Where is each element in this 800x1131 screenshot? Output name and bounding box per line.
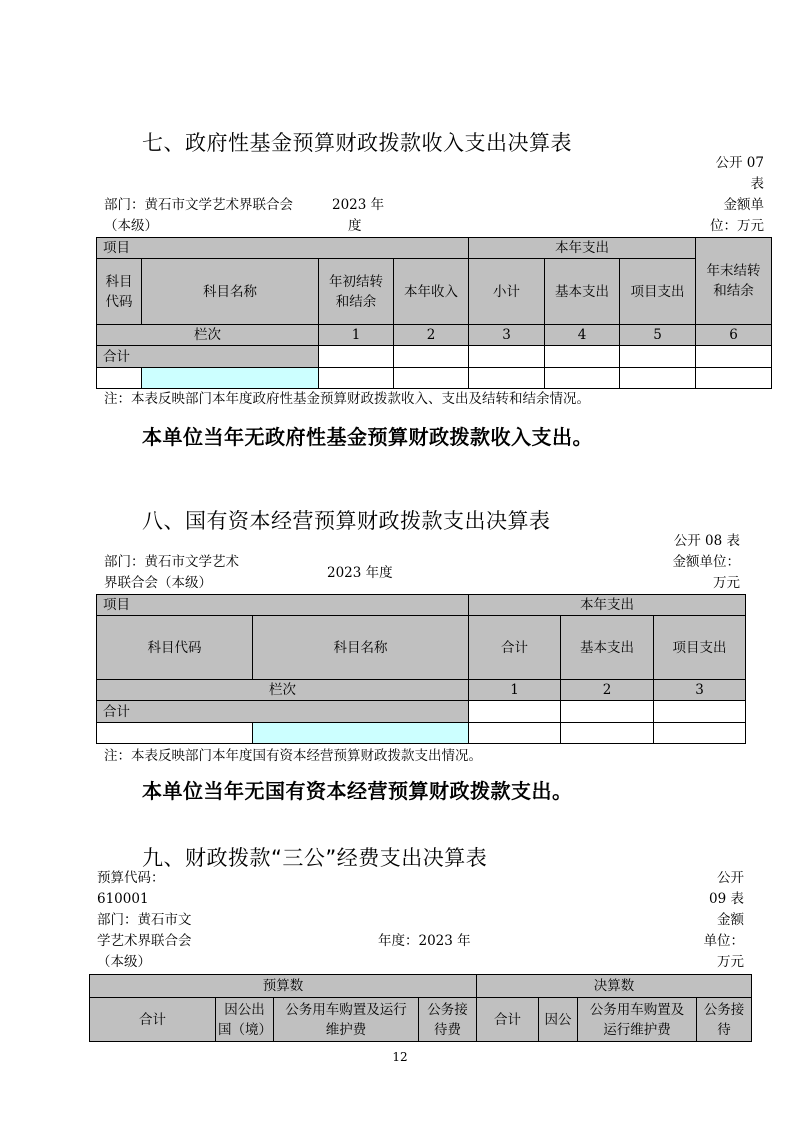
section7-column-number: 1 <box>319 325 394 346</box>
section7-code-line2: 表 <box>750 176 764 192</box>
table-cell <box>469 723 561 744</box>
section7-column-number: 2 <box>394 325 469 346</box>
section7-column-number: 4 <box>545 325 620 346</box>
section7-code <box>660 153 764 195</box>
section8-total-label: 合计 <box>97 701 469 723</box>
section9-title: 九、财政拨款“三公”经费支出决算表 <box>142 846 488 870</box>
table-cell <box>620 346 696 368</box>
section9-unit-line2: 单位： <box>703 933 744 949</box>
section9-budget-code: 610001 <box>97 891 149 907</box>
section7-header-opening-balance: 年初结转和结余 <box>319 259 394 325</box>
section9-code-line2: 09 表 <box>709 891 744 907</box>
section8-header-item: 项目 <box>97 595 469 616</box>
table-cell <box>561 723 654 744</box>
section9-header-budget-vehicle: 公务用车购置及运行维护费 <box>274 998 419 1042</box>
section9-unit-line1: 金额 <box>717 912 744 928</box>
section8-dept <box>104 552 239 594</box>
section8-table <box>96 594 746 744</box>
section8-year: 2023 年度 <box>327 565 393 581</box>
table-cell <box>469 701 561 723</box>
section7-unit <box>660 195 764 237</box>
section8-unit-line2: 万元 <box>713 575 740 591</box>
section9-header-final-reception: 公务接待 <box>697 998 752 1042</box>
section8-dept-line2: 界联合会（本级） <box>104 575 212 591</box>
section9-budget-code-label: 预算代码： <box>97 870 165 886</box>
table-cell <box>545 368 620 389</box>
section9-dept-line1: 部门：黄石市文 <box>97 912 192 928</box>
section9-header-budget-reception: 公务接待费 <box>419 998 477 1042</box>
table-cell <box>253 723 469 744</box>
section9-header-final-vehicle: 公务用车购置及运行维护费 <box>578 998 697 1042</box>
section9-left-block <box>97 868 192 973</box>
section7-header-subject-name: 科目名称 <box>142 259 319 325</box>
section7-table <box>96 237 772 389</box>
section9-header-final-abroad: 因公 <box>539 998 578 1042</box>
section8-note: 注：本表反映部门本年度国有资本经营预算财政拨款支出情况。 <box>104 748 482 764</box>
section7-header-subtotal: 小计 <box>469 259 545 325</box>
section9-table <box>89 974 752 1042</box>
section7-column-number: 3 <box>469 325 545 346</box>
section7-title: 七、政府性基金预算财政拨款收入支出决算表 <box>142 131 572 155</box>
section8-header-subject-name: 科目名称 <box>253 616 469 680</box>
page-number: 12 <box>392 1050 408 1064</box>
section7-header-project-expense: 项目支出 <box>620 259 696 325</box>
section7-dept-line1: 部门：黄石市文学艺术界联合会 <box>104 197 293 213</box>
section8-header-current-year-expense: 本年支出 <box>469 595 746 616</box>
section8-unit-line1: 金额单位： <box>672 554 740 570</box>
table-cell <box>97 368 142 389</box>
section8-header-basic-expense: 基本支出 <box>561 616 654 680</box>
section8-title: 八、国有资本经营预算财政拨款支出决算表 <box>142 509 551 533</box>
section9-right-block <box>660 868 744 973</box>
section7-header-closing-balance: 年末结转和结余 <box>696 238 772 325</box>
section7-code-line1: 公开 07 <box>715 155 764 171</box>
table-cell <box>620 368 696 389</box>
section8-column-label: 栏次 <box>97 680 469 701</box>
section8-column-number: 1 <box>469 680 561 701</box>
table-cell <box>469 368 545 389</box>
section7-header-current-year-income: 本年收入 <box>394 259 469 325</box>
section8-unit <box>640 552 740 594</box>
table-cell <box>469 346 545 368</box>
table-cell <box>696 346 772 368</box>
section7-column-label: 栏次 <box>97 325 319 346</box>
table-cell <box>394 368 469 389</box>
section7-header-basic-expense: 基本支出 <box>545 259 620 325</box>
section7-header-subject-code: 科目代码 <box>97 259 142 325</box>
section7-statement: 本单位当年无政府性基金预算财政拨款收入支出。 <box>142 425 593 449</box>
section8-header-subject-code: 科目代码 <box>97 616 253 680</box>
section7-column-number: 6 <box>696 325 772 346</box>
section7-note: 注：本表反映部门本年度政府性基金预算财政拨款收入、支出及结转和结余情况。 <box>104 391 590 407</box>
section8-code: 公开 08 表 <box>673 533 740 549</box>
section8-column-number: 2 <box>561 680 654 701</box>
table-cell <box>545 346 620 368</box>
section9-code-line1: 公开 <box>717 870 744 886</box>
section9-dept-line3: （本级） <box>97 954 151 970</box>
section8-dept-line1: 部门：黄石市文学艺术 <box>104 554 239 570</box>
section8-column-number: 3 <box>654 680 746 701</box>
table-cell <box>142 368 319 389</box>
section7-year-line1: 2023 年 <box>332 197 385 213</box>
section8-header-project-expense: 项目支出 <box>654 616 746 680</box>
section7-year <box>332 195 384 237</box>
section9-header-budget-abroad: 因公出国（境） <box>216 998 274 1042</box>
table-cell <box>654 723 746 744</box>
table-cell <box>394 346 469 368</box>
section7-year-line2: 度 <box>348 218 362 234</box>
section9-header-budget: 预算数 <box>90 975 477 998</box>
section9-year: 年度：2023 年 <box>378 933 471 949</box>
table-cell <box>654 701 746 723</box>
section7-dept <box>104 195 293 237</box>
section8-statement: 本单位当年无国有资本经营预算财政拨款支出。 <box>142 779 573 803</box>
section7-column-number: 5 <box>620 325 696 346</box>
section7-unit-line2: 位：万元 <box>710 218 764 234</box>
table-cell <box>319 346 394 368</box>
section9-header-budget-total: 合计 <box>90 998 216 1042</box>
section9-dept-line2: 学艺术界联合会 <box>97 933 192 949</box>
section9-header-final: 决算数 <box>477 975 752 998</box>
table-cell <box>561 701 654 723</box>
table-cell <box>97 723 253 744</box>
section7-header-item: 项目 <box>97 238 469 259</box>
table-cell <box>319 368 394 389</box>
section8-header-total: 合计 <box>469 616 561 680</box>
section7-unit-line1: 金额单 <box>723 197 764 213</box>
section7-header-current-year-expense: 本年支出 <box>469 238 696 259</box>
section9-unit-line3: 万元 <box>717 954 744 970</box>
table-cell <box>696 368 772 389</box>
section7-dept-line2: （本级） <box>104 218 158 234</box>
section7-total-label: 合计 <box>97 346 319 368</box>
section9-header-final-total: 合计 <box>477 998 539 1042</box>
